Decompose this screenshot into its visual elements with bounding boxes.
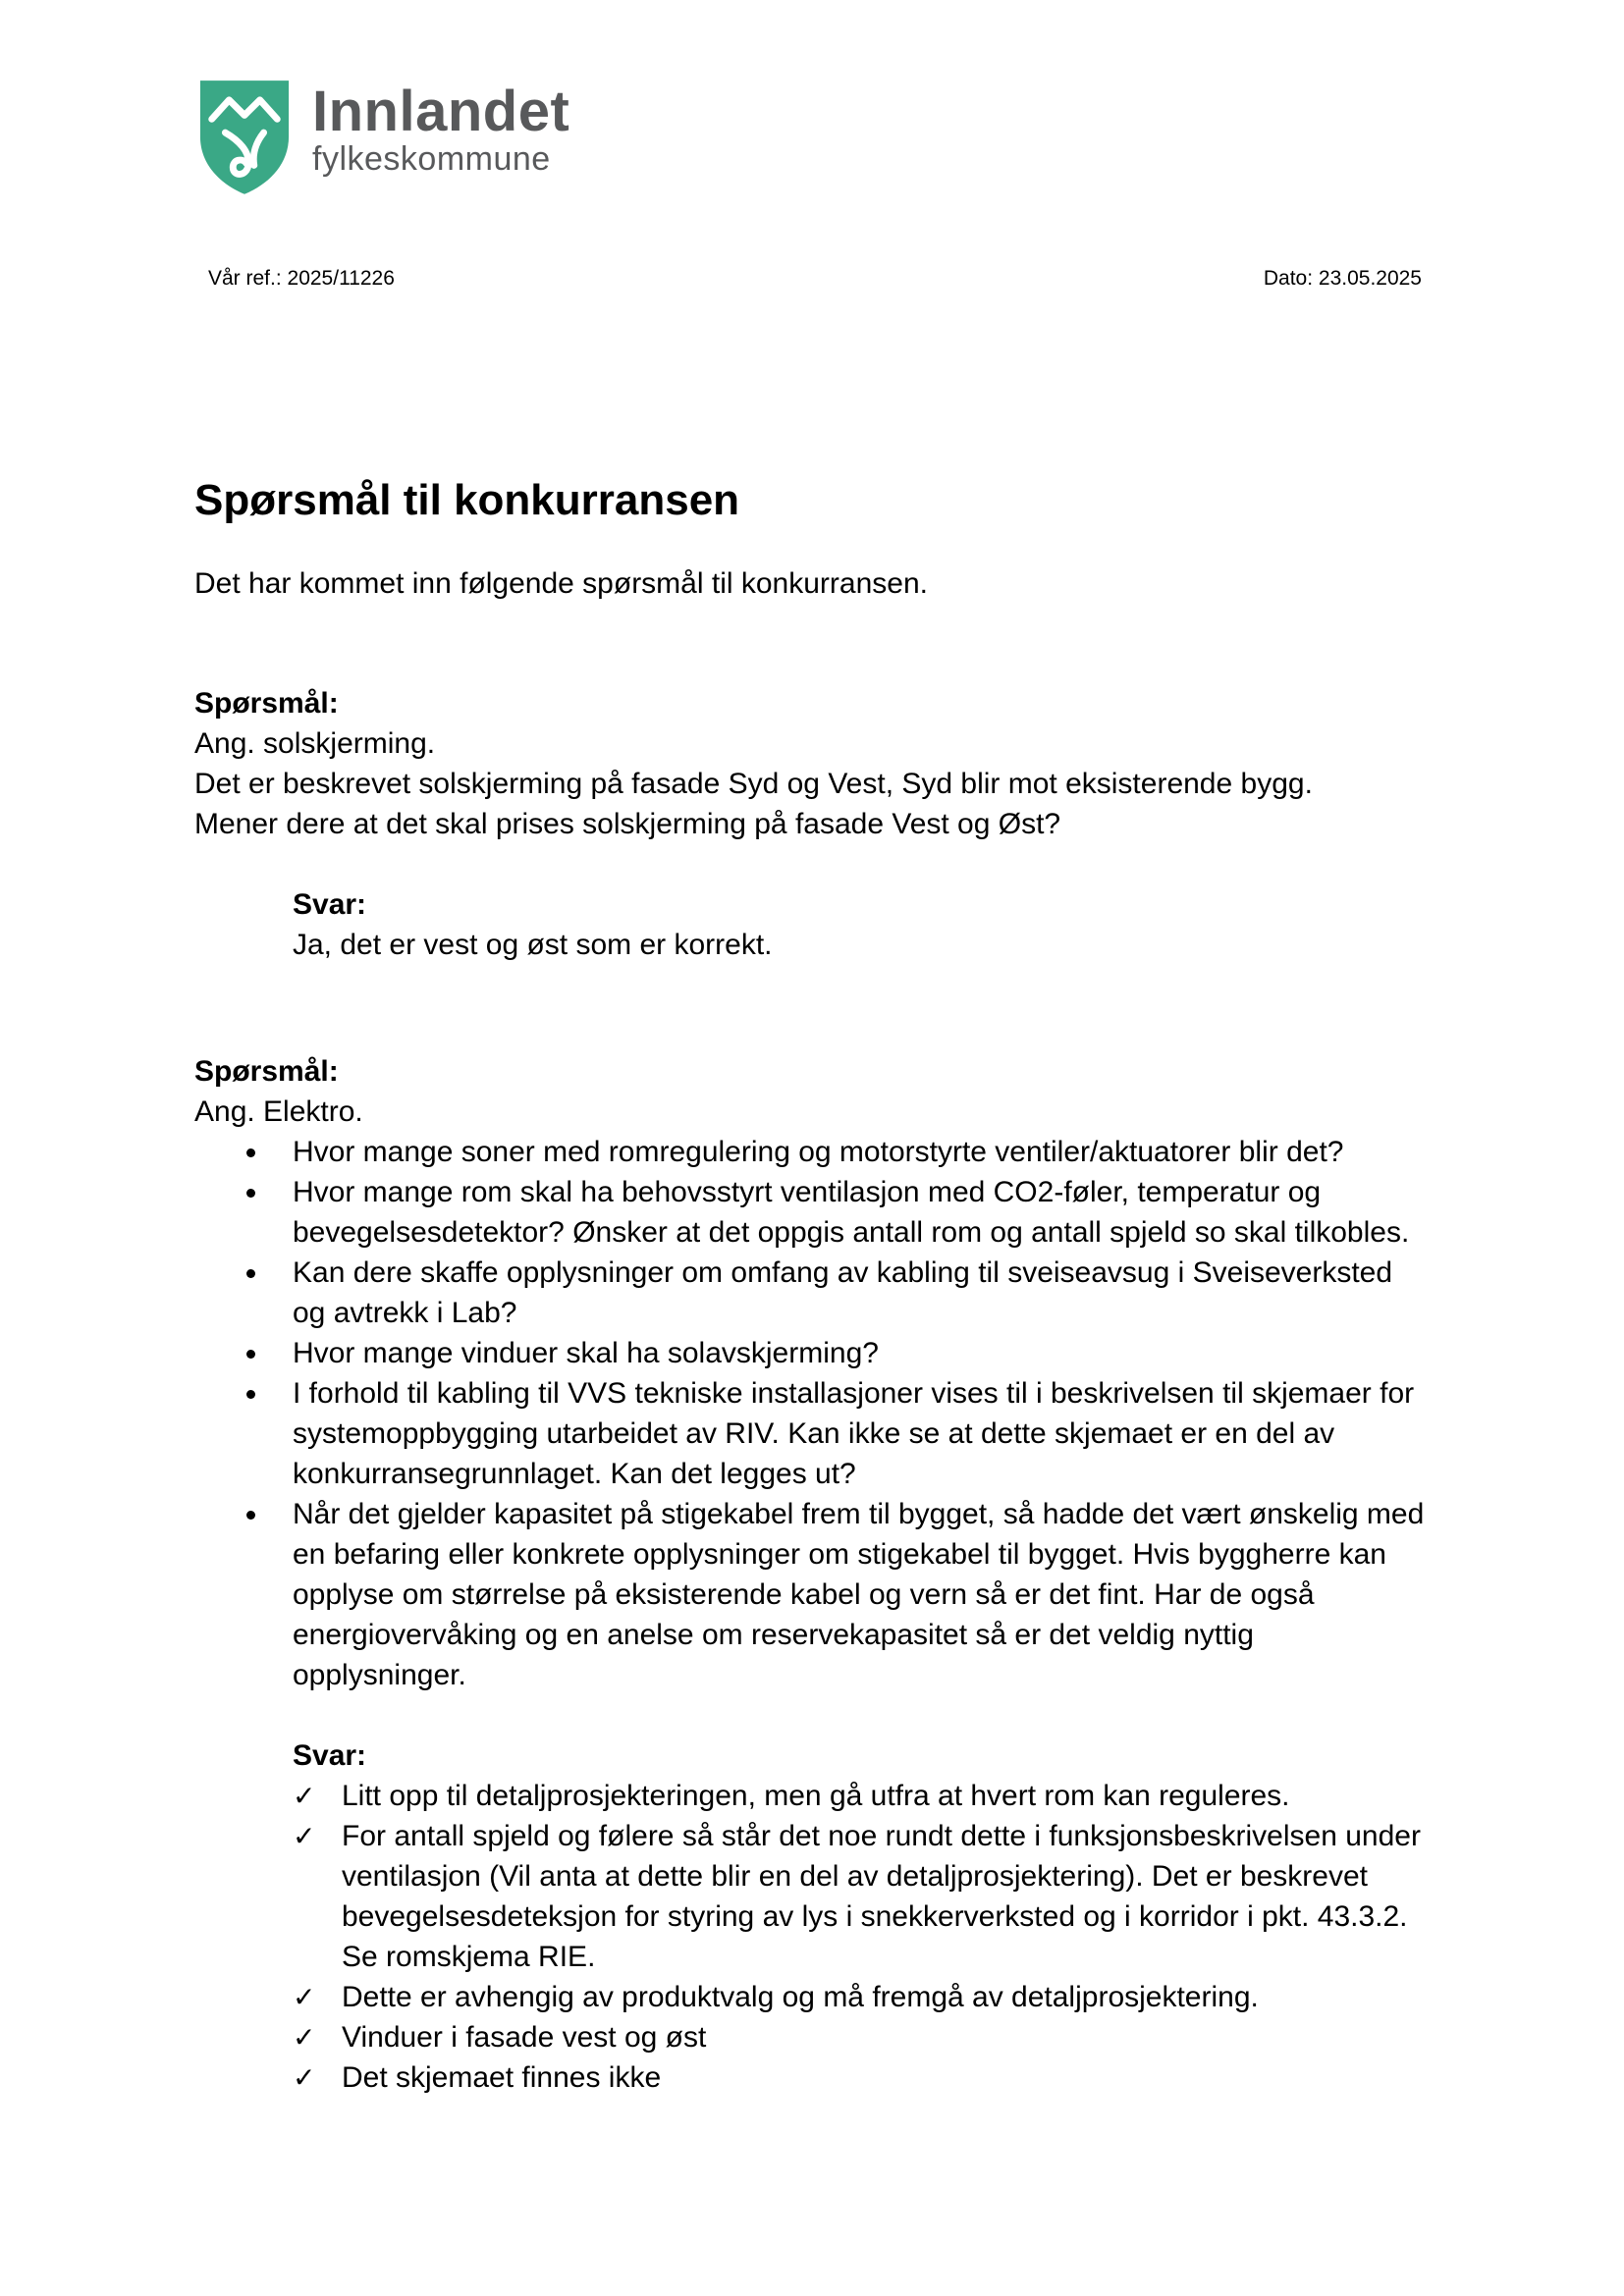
question-label: Spørsmål: bbox=[194, 1055, 339, 1088]
question-line: Mener dere at det skal prises solskjerming på fasade Vest og Øst? bbox=[194, 808, 1061, 840]
answer-text: Ja, det er vest og øst som er korrekt. bbox=[293, 929, 773, 961]
bullet-icon bbox=[246, 1189, 255, 1198]
bullet-icon bbox=[246, 1511, 255, 1520]
list-item: Kan dere skaffe opplysninger om omfang av kabling til sveiseavsug i Sveiseverksted og avtrekk i Lab? bbox=[194, 1253, 1432, 1333]
list-item: ✓ Litt opp til detaljprosjekteringen, men gå utfra at hvert rom kan reguleres. bbox=[293, 1776, 1432, 1816]
reference-number: Vår ref.: 2025/11226 bbox=[208, 267, 395, 290]
list-item: Når det gjelder kapasitet på stigekabel frem til bygget, så hadde det vært ønskelig med en befaring eller konkrete opplysninger om stigekabel til bygget. Hvis byggherre kan opplyse om størrelse på eksisterende kabel og vern så er det fint. Har de også energiovervåking og en anelse om reservekapasitet så er det veldig nyttig opplysninger. bbox=[194, 1494, 1432, 1695]
checkmark-icon: ✓ bbox=[293, 2061, 316, 2094]
list-item: ✓ Dette er avhengig av produktvalg og må fremgå av detaljprosjektering. bbox=[293, 1977, 1432, 2017]
answer-label: Svar: bbox=[293, 888, 367, 921]
question-2 bbox=[194, 1051, 1432, 2098]
question-bullet-list bbox=[194, 1132, 1432, 1695]
page-title: Spørsmål til konkurransen bbox=[194, 476, 740, 524]
list-item: ✓ For antall spjeld og følere så står det noe rundt dette i funksjonsbeskrivelsen under ventilasjon (Vil anta at dette blir en del av detaljprosjektering). Det er beskrevet bevegelsesdeteksjon for styring av lys i snekkerverksted og i korridor i pkt. 43.3.2. Se romskjema RIE. bbox=[293, 1816, 1432, 1977]
bullet-icon bbox=[246, 1148, 255, 1157]
answer-2 bbox=[293, 1735, 1432, 2098]
question-line: Ang. Elektro. bbox=[194, 1095, 363, 1128]
logo-name: Innlandet bbox=[312, 80, 570, 143]
question-label: Spørsmål: bbox=[194, 687, 339, 720]
checkmark-icon: ✓ bbox=[293, 1780, 316, 1812]
list-item: Hvor mange soner med romregulering og motorstyrte ventiler/aktuatorer blir det? bbox=[194, 1132, 1432, 1172]
logo bbox=[196, 77, 569, 197]
answer-1 bbox=[293, 884, 1432, 965]
list-item: ✓ Vinduer i fasade vest og øst bbox=[293, 2017, 1432, 2057]
question-1 bbox=[194, 683, 1432, 965]
intro-text: Det har kommet inn følgende spørsmål til konkurransen. bbox=[194, 567, 928, 600]
checkmark-icon: ✓ bbox=[293, 1981, 316, 2013]
document-body bbox=[194, 471, 1432, 2098]
question-line: Ang. solskjerming. bbox=[194, 727, 436, 760]
bullet-icon bbox=[246, 1350, 255, 1359]
document-date: Dato: 23.05.2025 bbox=[1263, 267, 1422, 290]
checkmark-icon: ✓ bbox=[293, 1820, 316, 1852]
answer-check-list bbox=[293, 1776, 1432, 2098]
list-item: ✓ Det skjemaet finnes ikke bbox=[293, 2057, 1432, 2098]
answer-label: Svar: bbox=[293, 1739, 367, 1772]
list-item: Hvor mange rom skal ha behovsstyrt ventilasjon med CO2-føler, temperatur og bevegelsesdetektor? Ønsker at det oppgis antall rom og antall spjeld so skal tilkobles. bbox=[194, 1172, 1432, 1253]
list-item: Hvor mange vinduer skal ha solavskjerming? bbox=[194, 1333, 1432, 1373]
innlandet-shield-icon bbox=[196, 77, 293, 197]
bullet-icon bbox=[246, 1269, 255, 1278]
checkmark-icon: ✓ bbox=[293, 2021, 316, 2054]
list-item: I forhold til kabling til VVS tekniske installasjoner vises til i beskrivelsen til skjemaer for systemoppbygging utarbeidet av RIV. Kan ikke se at dette skjemaet er en del av konkurransegrunnlaget. Kan det legges ut? bbox=[194, 1373, 1432, 1494]
question-line: Det er beskrevet solskjerming på fasade Syd og Vest, Syd blir mot eksisterende bygg. bbox=[194, 768, 1313, 800]
bullet-icon bbox=[246, 1390, 255, 1399]
logo-subtitle: fylkeskommune bbox=[312, 140, 551, 178]
